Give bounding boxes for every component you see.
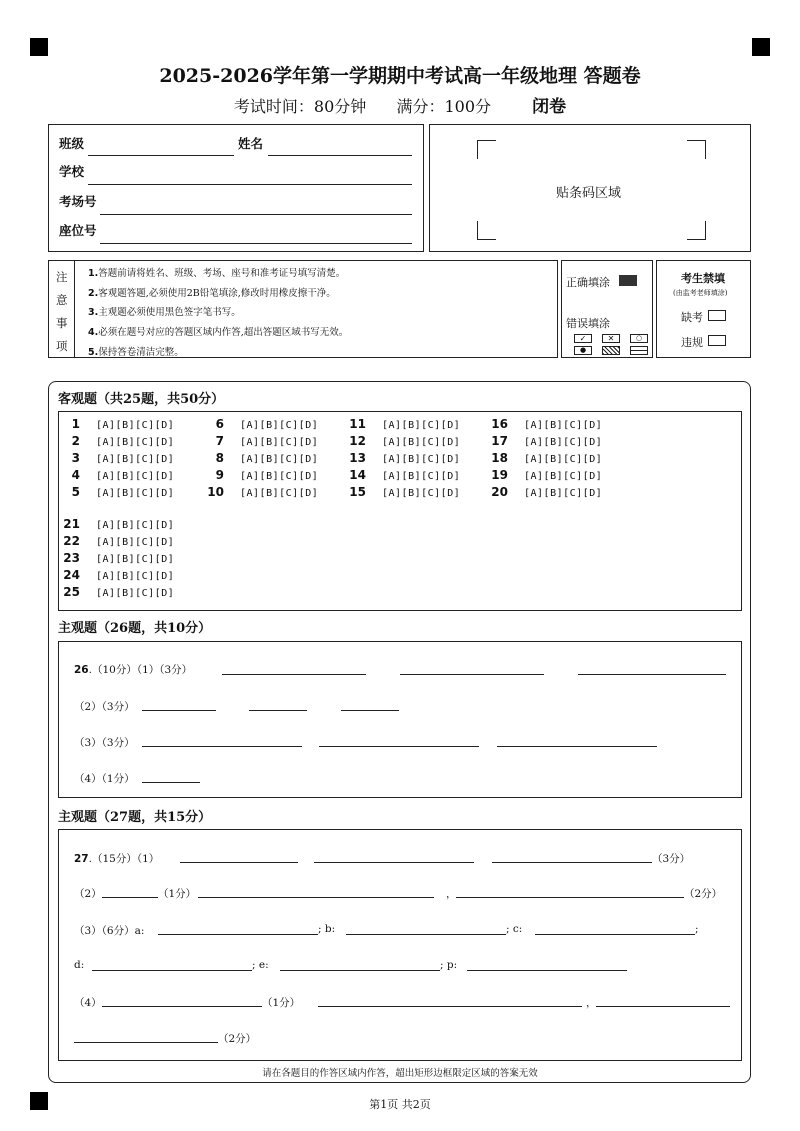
proctor-only-subtitle: (由监考老师填涂)	[673, 289, 728, 297]
violation-label: 违规	[681, 336, 703, 349]
seat-input-line[interactable]	[100, 243, 412, 244]
notes-heading-4: 项	[56, 339, 68, 353]
q27-line1-start: 27.（15分）（1）	[74, 853, 160, 865]
objective-question-number: 4	[71, 468, 80, 482]
objective-answer-options[interactable]: [A][B][C][D]	[524, 454, 603, 465]
objective-question-number: 15	[349, 485, 366, 499]
q26-section-title: 主观题（26题，共10分）	[58, 621, 212, 636]
q27-2-blank-b[interactable]	[198, 897, 434, 898]
q27-3-blank-a[interactable]	[158, 934, 318, 935]
objective-answer-options[interactable]: [A][B][C][D]	[524, 488, 603, 499]
wrong-fill-line-icon	[630, 346, 648, 355]
exam-room-label: 考场号	[59, 194, 97, 209]
q27-line6-score: （2分）	[218, 1033, 257, 1045]
objective-question-number: 6	[215, 417, 224, 431]
q27-line4-p: ; p:	[440, 959, 458, 971]
q27-3-blank-e[interactable]	[280, 970, 440, 971]
class-label: 班级	[59, 136, 85, 151]
objective-answer-options[interactable]: [A][B][C][D]	[240, 471, 319, 482]
q27-1-blank-c[interactable]	[492, 862, 652, 863]
q27-section-title: 主观题（27题，共15分）	[58, 810, 212, 825]
q26-4-blank[interactable]	[142, 782, 200, 783]
objective-answer-options[interactable]: [A][B][C][D]	[240, 420, 319, 431]
objective-question-number: 20	[491, 485, 508, 499]
q26-line3: （3）（3分）	[74, 737, 135, 749]
full-score: 满分：100分	[396, 97, 491, 116]
q27-3-blank-c[interactable]	[535, 934, 695, 935]
note-item: 2.客观题答题,必须使用2B铅笔填涂,修改时用橡皮擦干净。	[88, 288, 336, 299]
school-input-line[interactable]	[88, 184, 412, 185]
objective-question-number: 3	[71, 451, 80, 465]
objective-answer-options[interactable]: [A][B][C][D]	[96, 571, 175, 582]
q27-line5-start: （4）	[74, 997, 102, 1009]
q27-line1-score: （3分）	[652, 853, 691, 865]
q27-4-blank-d[interactable]	[74, 1042, 218, 1043]
objective-answer-options[interactable]: [A][B][C][D]	[96, 554, 175, 565]
objective-question-number: 5	[71, 485, 80, 499]
wrong-fill-cross-icon: ✕	[602, 334, 620, 343]
absent-label: 缺考	[681, 311, 703, 324]
wrong-fill-check-icon: ✓	[574, 334, 592, 343]
objective-question-number: 2	[71, 434, 80, 448]
page-number: 第1页 共2页	[369, 1098, 431, 1111]
class-input-line[interactable]	[88, 155, 234, 156]
objective-answer-options[interactable]: [A][B][C][D]	[382, 437, 461, 448]
objective-answer-options[interactable]: [A][B][C][D]	[96, 588, 175, 599]
objective-question-number: 12	[349, 434, 366, 448]
objective-question-number: 21	[63, 517, 80, 531]
q26-line1: 26.（10分）（1）（3分）	[74, 664, 193, 676]
notes-divider	[74, 260, 75, 358]
objective-answer-options[interactable]: [A][B][C][D]	[96, 537, 175, 548]
exam-info	[0, 92, 800, 117]
objective-question-number: 7	[215, 434, 224, 448]
q27-line4-start: d:	[74, 959, 85, 971]
objective-question-number: 17	[491, 434, 508, 448]
q27-line2-score-b: （2分）	[684, 888, 723, 900]
notes-heading-2: 意	[56, 293, 68, 307]
barcode-corner-br	[687, 221, 706, 240]
proctor-only-title: 考生禁填	[681, 272, 725, 285]
seat-label: 座位号	[59, 223, 97, 238]
q26-2-blank-b[interactable]	[249, 710, 307, 711]
objective-answer-options[interactable]: [A][B][C][D]	[524, 471, 603, 482]
objective-answer-options[interactable]: [A][B][C][D]	[382, 420, 461, 431]
q26-3-blank-b[interactable]	[319, 746, 479, 747]
student-info-box	[48, 124, 424, 252]
objective-answer-options[interactable]: [A][B][C][D]	[382, 454, 461, 465]
q27-2-blank-c[interactable]	[456, 897, 684, 898]
objective-answer-options[interactable]: [A][B][C][D]	[96, 520, 175, 531]
note-item: 1.答题前请将姓名、班级、考场、座号和准考证号填写清楚。	[88, 268, 346, 279]
objective-section-title: 客观题（共25题，共50分）	[58, 392, 225, 407]
q27-line4-e: ; e:	[252, 959, 269, 971]
objective-question-number: 24	[63, 568, 80, 582]
wrong-fill-hatch-icon	[602, 346, 620, 355]
q26-1-blank-b[interactable]	[400, 674, 544, 675]
objective-question-number: 14	[349, 468, 366, 482]
objective-answer-options[interactable]: [A][B][C][D]	[382, 488, 461, 499]
objective-answer-options[interactable]: [A][B][C][D]	[96, 437, 175, 448]
q26-3-blank-a[interactable]	[142, 746, 302, 747]
note-item: 4.必须在题号对应的答题区域内作答,超出答题区域书写无效。	[88, 327, 349, 338]
objective-question-number: 10	[207, 485, 224, 499]
objective-answer-options[interactable]: [A][B][C][D]	[96, 420, 175, 431]
note-item: 3.主观题必须使用黑色签字笔书写。	[88, 307, 241, 318]
note-item: 5.保持答卷清洁完整。	[88, 347, 184, 358]
wrong-fill-label: 错误填涂	[566, 317, 610, 330]
wrong-fill-dot-icon: ●	[574, 346, 592, 355]
objective-answer-options[interactable]: [A][B][C][D]	[382, 471, 461, 482]
objective-question-number: 19	[491, 468, 508, 482]
q27-line3-b: ; b:	[318, 923, 336, 935]
objective-question-number: 1	[71, 417, 80, 431]
closed-book-label: 闭卷	[532, 97, 567, 117]
q26-1-blank-c[interactable]	[578, 674, 726, 675]
barcode-corner-tl	[477, 140, 496, 159]
q27-3-blank-d[interactable]	[92, 970, 252, 971]
notes-heading-3: 事	[56, 316, 68, 330]
exam-room-input-line[interactable]	[100, 214, 412, 215]
correct-fill-label: 正确填涂	[566, 276, 610, 289]
objective-question-number: 25	[63, 585, 80, 599]
q27-4-blank-c[interactable]	[596, 1006, 730, 1007]
name-input-line[interactable]	[268, 155, 412, 156]
barcode-corner-bl	[477, 221, 496, 240]
objective-question-number: 22	[63, 534, 80, 548]
q27-answer-box	[58, 829, 742, 1061]
q27-2-blank-a[interactable]	[102, 897, 158, 898]
notes-heading-1: 注	[56, 270, 68, 284]
q26-2-blank-c[interactable]	[341, 710, 399, 711]
objective-answer-options[interactable]: [A][B][C][D]	[524, 437, 603, 448]
corner-mark-top-right	[752, 38, 770, 56]
q26-line4: （4）（1分）	[74, 773, 135, 785]
corner-mark-top-left	[30, 38, 48, 56]
q26-1-blank-a[interactable]	[222, 674, 366, 675]
q27-line2-comma: ，	[446, 888, 457, 900]
violation-checkbox[interactable]	[708, 335, 726, 346]
q27-line2-start: （2）	[74, 888, 102, 900]
barcode-corner-tr	[687, 140, 706, 159]
school-label: 学校	[59, 164, 85, 179]
q27-line3-c: ; c:	[506, 923, 523, 935]
objective-question-number: 18	[491, 451, 508, 465]
q27-4-blank-b[interactable]	[318, 1006, 582, 1007]
objective-answer-options[interactable]: [A][B][C][D]	[96, 454, 175, 465]
objective-answer-options[interactable]: [A][B][C][D]	[524, 420, 603, 431]
q26-line2: （2）（3分）	[74, 701, 135, 713]
q27-line2-score-a: （1分）	[158, 888, 197, 900]
q27-line5-score: （1分）	[262, 997, 301, 1009]
q27-1-blank-b[interactable]	[314, 862, 474, 863]
objective-answer-options[interactable]: [A][B][C][D]	[96, 471, 175, 482]
exam-time: 考试时间：80分钟	[233, 97, 367, 116]
q27-1-blank-a[interactable]	[180, 862, 298, 863]
objective-answer-options[interactable]: [A][B][C][D]	[240, 454, 319, 465]
q27-line3-end: ;	[695, 923, 699, 935]
objective-question-number: 8	[215, 451, 224, 465]
objective-question-number: 13	[349, 451, 366, 465]
q26-3-blank-c[interactable]	[497, 746, 657, 747]
absent-checkbox[interactable]	[708, 310, 726, 321]
wrong-fill-circle-icon: ○	[630, 334, 648, 343]
barcode-area-label: 贴条码区域	[556, 186, 622, 201]
correct-fill-sample	[619, 275, 637, 286]
q26-2-blank-a[interactable]	[142, 710, 216, 711]
page-title: 2025-2026学年第一学期期中考试高一年级地理 答题卷	[159, 65, 641, 87]
objective-question-number: 11	[349, 417, 366, 431]
objective-question-number: 16	[491, 417, 508, 431]
q27-3-blank-b[interactable]	[346, 934, 506, 935]
q27-3-blank-p[interactable]	[467, 970, 627, 971]
objective-question-number: 23	[63, 551, 80, 565]
q27-4-blank-a[interactable]	[102, 1006, 262, 1007]
answer-area-warning: 请在各题目的作答区域内作答，超出矩形边框限定区域的答案无效	[262, 1068, 538, 1079]
objective-answer-options[interactable]: [A][B][C][D]	[240, 437, 319, 448]
q27-line3-start: （3）（6分）a:	[74, 925, 145, 937]
name-label: 姓名	[238, 136, 264, 151]
objective-answer-options[interactable]: [A][B][C][D]	[96, 488, 175, 499]
objective-question-number: 9	[215, 468, 224, 482]
objective-answer-options[interactable]: [A][B][C][D]	[240, 488, 319, 499]
q27-line5-comma: ，	[586, 997, 597, 1009]
